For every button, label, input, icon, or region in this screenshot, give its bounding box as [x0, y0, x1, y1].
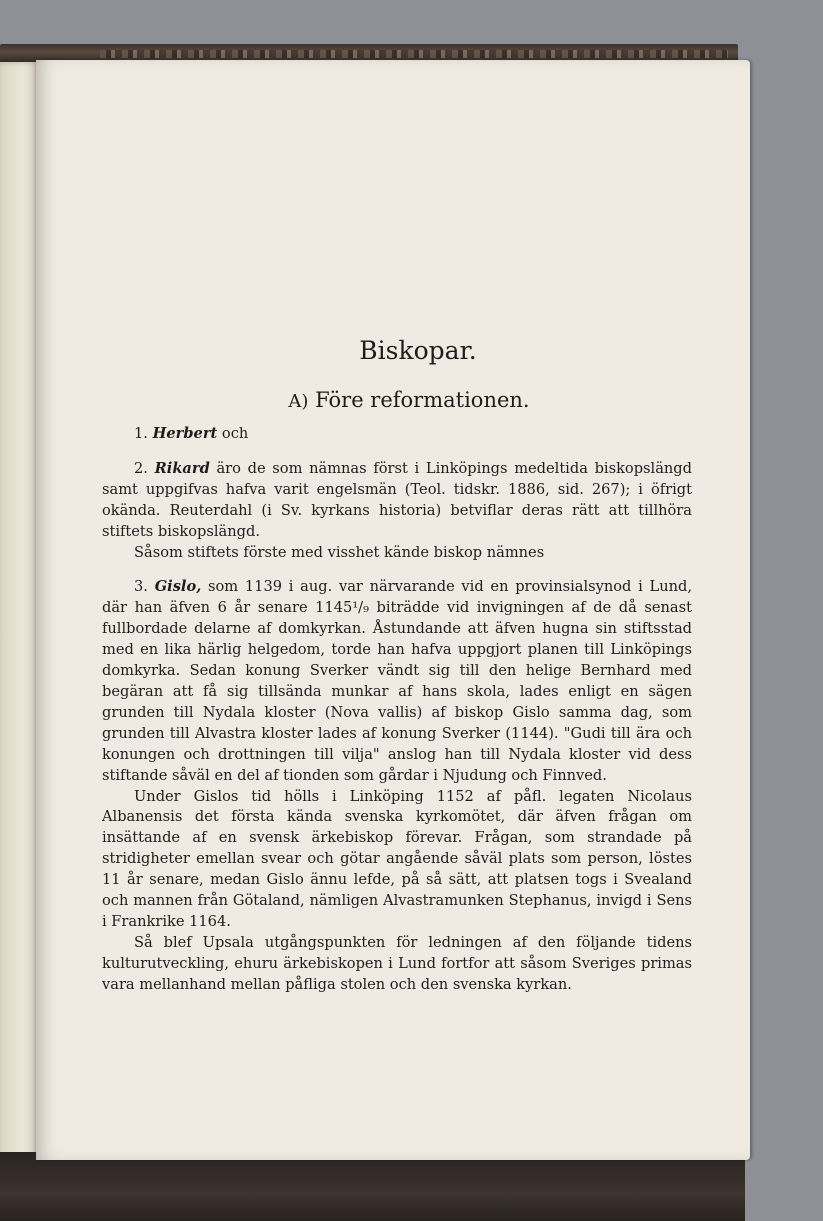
entry-number: 2. [134, 459, 148, 477]
book-bottom-edge [0, 1152, 745, 1221]
paragraph-3 [102, 543, 692, 564]
paragraph-text: Så blef Upsala utgångspunkten för ledningen af den följande tidens kulturutveckling, ehuru ärkebiskopen i Lund fortfor att såsom Sveriges primas vara mellanhand mellan påfliga stolen och den svenska kyrkan. [102, 933, 692, 993]
section-heading [102, 388, 692, 412]
bishop-name: Rikard [154, 459, 210, 477]
body-text [102, 424, 692, 996]
paragraph-text: och [217, 425, 249, 442]
section-title: Före reformationen. [315, 388, 530, 412]
entry-number: 1. [134, 425, 148, 442]
entry-number: 3. [134, 578, 148, 596]
paragraph-1 [102, 424, 692, 445]
paragraph-text: Under Gislos tid hölls i Linköping 1152 af påfl. legaten Nicolaus Albanensis det första kända svenska kyrkomötet, där äfven frågan om insättande af en svensk ärkebiskop förevar. Frågan, som strandade på stridigheter emellan svear och götar angående såväl plats som person, löstes 11 år senare, medan Gislo ännu lefde, på så sätt, att platsen togs i Svealand och mannen från Götaland, nämligen Alvastramunken Stephanus, invigd i Sens i Frankrike 1164. [102, 787, 692, 930]
paragraph-4 [102, 577, 692, 786]
paragraph-text: äro de som nämnas först i Linköpings medeltida biskopslängd samt uppgifvas hafva varit engelsmän (Teol. tidskr. 1886, sid. 267); i öfrigt okända. Reuterdahl (i Sv. kyrkans historia) betviflar deras rätt att tillhöra stiftets biskopslängd. [102, 459, 692, 540]
paragraph-text: som 1139 i aug. var närvarande vid en provinsialsynod i Lund, där han äfven 6 år senare 1145¹/₉ biträdde vid invigningen af de då senast fullbordade delarne af domkyrkan. Åstundande att äfven hugna sin stiftsstad med en lika härlig helgedom, torde han hafva uppgjort planen till Linköpings domkyrka. Sedan konung Sverker vändt sig till den helige Bernhard med begäran att få sig tillsända munkar af hans skola, lades enligt en sägen grunden till Nydala kloster (Nova vallis) af biskop Gislo samma dag, som grunden till Alvastra kloster lades af konung Sverker (1144). "Gudi till ära och konungen och drottningen till vilja" anslog han till Nydala kloster vid dess stiftande såväl en del af tionden som gårdar i Njudung och Finnved. [102, 578, 693, 784]
left-page-edge [0, 62, 38, 1160]
section-marker: A) [288, 391, 309, 412]
paragraph-text: Såsom stiftets förste med visshet kände biskop nämnes [134, 543, 545, 561]
paragraph-5 [102, 787, 692, 933]
bishop-name: Gislo, [154, 578, 202, 596]
page-title: Biskopar. [359, 336, 477, 365]
paragraph-6 [102, 933, 692, 996]
book-page [36, 60, 750, 1160]
bishop-name: Herbert [152, 425, 218, 442]
paragraph-2 [102, 459, 692, 543]
